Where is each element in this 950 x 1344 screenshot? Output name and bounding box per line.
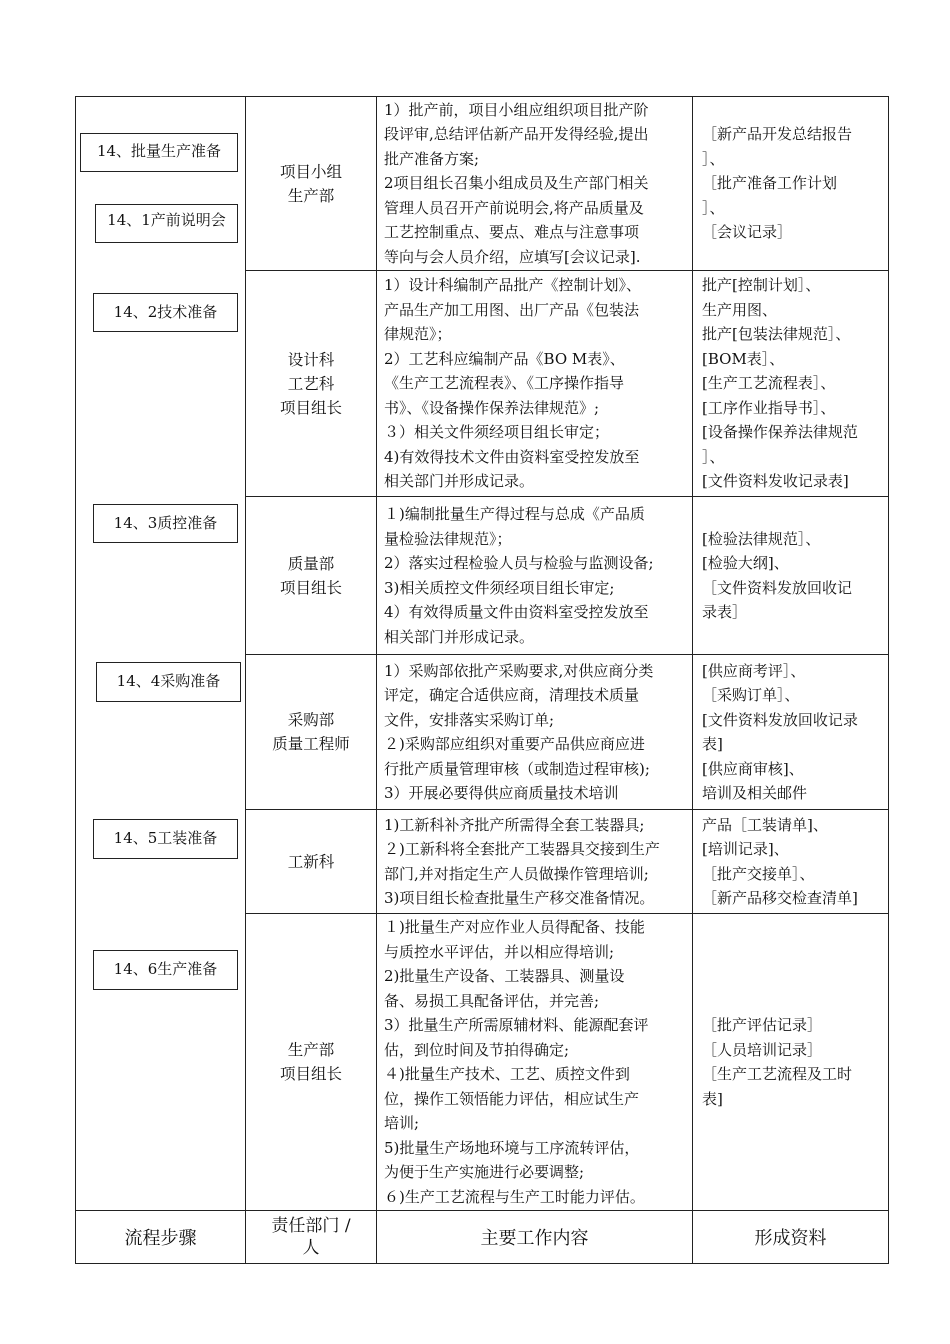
dept-cell: 设计科 工艺科 项目组长 — [246, 271, 377, 497]
content-cell: 1）批产前，项目小组应组织项目批产阶 段评审,总结评估新产品开发得经验,提出 批产准备方案; 2项目组长召集小组成员及生产部门相关 管理人员召开产前说明会,将产品质量及 工艺控制重点、要点、难点与注意事项 等向与会人员介绍，应填写[会议记录]. — [377, 97, 693, 271]
docs-cell: ［批产评估记录］ ［人员培训记录］ ［生产工艺流程及工时 表] — [693, 914, 889, 1211]
content-cell: 1)工新科补齐批产所需得全套工装器具; ２)工新科将全套批产工装器具交接到生产 部门,并对指定生产人员做操作管理培训; 3)项目组长检查批量生产移交准备情况。 — [377, 810, 693, 914]
dept-cell: 采购部 质量工程师 — [246, 655, 377, 810]
step-box-tooling-prep: 14、5工装准备 — [93, 819, 238, 859]
step-column — [76, 97, 246, 1211]
docs-cell: 产品［工装请单]、 [培训记录]、 ［批产交接单］、 ［新产品移交检查清单] — [693, 810, 889, 914]
step-box-preproduction-meeting: 14、1产前说明会 — [95, 204, 238, 243]
dept-cell: 质量部 项目组长 — [246, 497, 377, 655]
header-process-step: 流程步骤 — [76, 1211, 246, 1264]
docs-cell: [检验法律规范］、 [检验大纲]、 ［文件资料发放回收记 录表］ — [693, 497, 889, 655]
step-box-quality-prep: 14、3质控准备 — [93, 504, 238, 543]
content-cell: １)编制批量生产得过程与总成《产品质 量检验法律规范》； 2）落实过程检验人员与检验与监测设备; 3)相关质控文件须经项目组长审定; 4）有效得质量文件由资料室受控发放至 相关部门并形成记录。 — [377, 497, 693, 655]
docs-cell: ［新产品开发总结报告 ］、 ［批产准备工作计划 ］、 ［会议记录］ — [693, 97, 889, 271]
process-table — [75, 96, 889, 1264]
header-responsible-dept: 责任部门 / 人 — [246, 1211, 377, 1264]
content-cell: １)批量生产对应作业人员得配备、技能 与质控水平评估，并以相应得培训; 2)批量生产设备、工装器具、测量设 备、易损工具配备评估，并完善; 3）批量生产所需原辅材料、能源配套评 估，到位时间及节拍得确定; ４)批量生产技术、工艺、质控文件到 位，操作工领悟能力评估，相应试生产 培训; 5)批量生产场地环境与工序流转评估， 为便于生产实施进行必要调整; ６)生产工艺流程与生产工时能力评估。 — [377, 914, 693, 1211]
step-box-production-prep: 14、6生产准备 — [93, 950, 238, 990]
docs-cell: 批产[控制计划］、 生产用图、 批产[包装法律规范］、 [BOM表］、 [生产工艺流程表］、 [工序作业指导书］、 [设备操作保养法律规范 ］、 [文件资料发收记录表] — [693, 271, 889, 497]
header-output-docs: 形成资料 — [693, 1211, 889, 1264]
content-cell: 1）设计科编制产品批产《控制计划》、 产品生产加工用图、出厂产品《包装法 律规范》； 2）工艺科应编制产品《BO M表》、 《生产工艺流程表》、《工序操作指导 书》、《设备操作保养法律规范》; ３）相关文件须经项目组长审定； 4)有效得技术文件由资料室受控发放至 相关部门并形成记录。 — [377, 271, 693, 497]
table-row — [76, 97, 889, 271]
content-cell: 1）采购部依批产采购要求,对供应商分类 评定，确定合适供应商，清理技术质量 文件，安排落实采购订单; ２)采购部应组织对重要产品供应商应进 行批产质量管理审核（或制造过程审核); 3）开展必要得供应商质量技术培训 — [377, 655, 693, 810]
dept-cell: 工新科 — [246, 810, 377, 914]
step-box-batch-prep: 14、批量生产准备 — [80, 133, 238, 172]
step-box-purchasing-prep: 14、4采购准备 — [96, 662, 241, 702]
dept-cell: 生产部 项目组长 — [246, 914, 377, 1211]
step-box-technical-prep: 14、2技术准备 — [93, 293, 238, 332]
docs-cell: [供应商考评］、 ［采购订单］、 [文件资料发放回收记录 表] [供应商审核]、 培训及相关邮件 — [693, 655, 889, 810]
dept-cell: 项目小组 生产部 — [246, 97, 377, 271]
header-main-content: 主要工作内容 — [377, 1211, 693, 1264]
table-footer-row — [76, 1211, 889, 1264]
